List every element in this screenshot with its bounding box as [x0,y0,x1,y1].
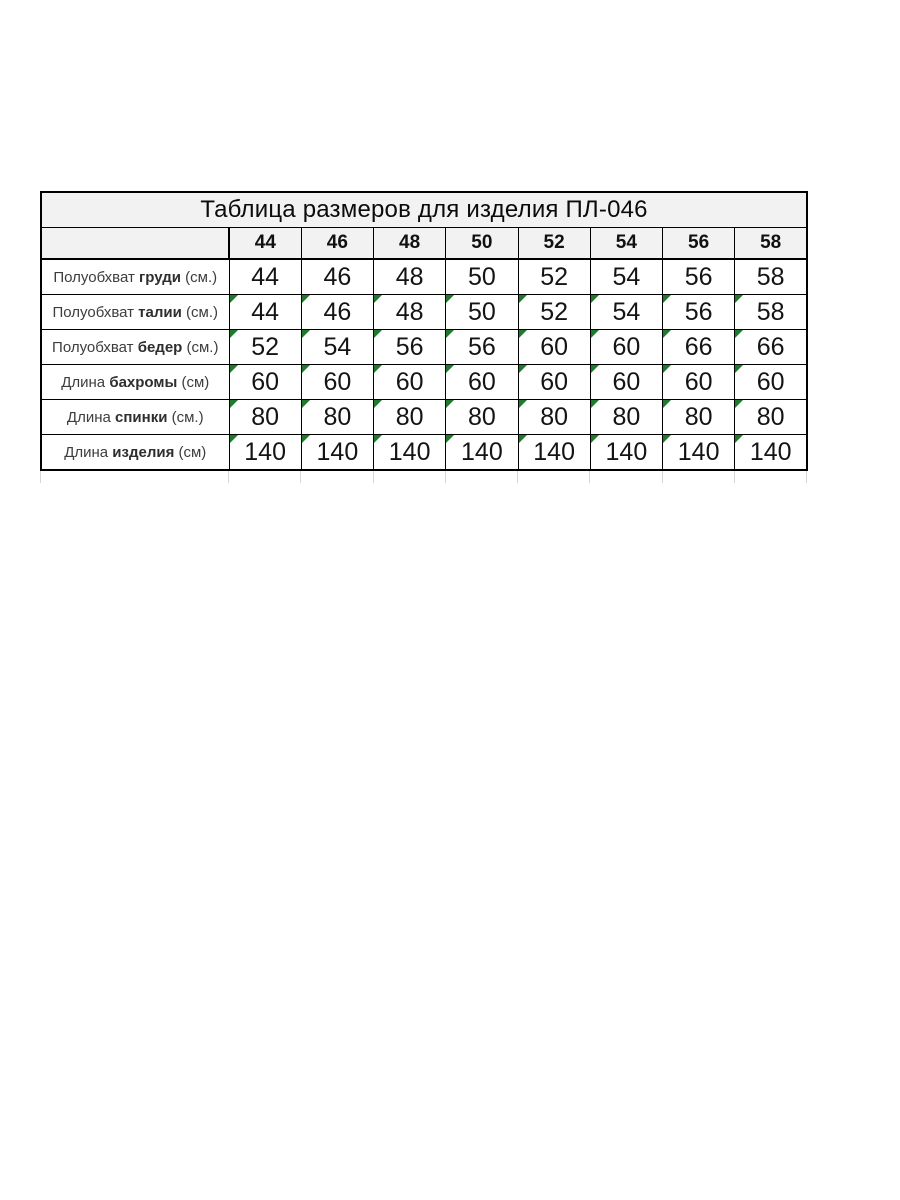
size-header-cell: 58 [735,228,807,260]
gridline-stub [445,471,446,483]
value-cell [735,295,807,330]
green-corner-marker-icon [519,435,527,443]
value-text: 60 [540,332,569,361]
value-text: 60 [251,367,280,396]
value-text: 58 [756,297,785,326]
green-corner-marker-icon [591,330,599,338]
gridline-stub [662,471,663,483]
size-header-cell: 56 [663,228,735,260]
gridline-stub [517,471,518,483]
value-text: 140 [533,437,575,466]
green-corner-marker-icon [302,330,310,338]
value-cell [374,365,446,400]
value-text: 56 [684,262,713,291]
value-text: 80 [251,402,280,431]
title-row [41,192,807,228]
value-cell [518,259,590,295]
green-corner-marker-icon [591,435,599,443]
value-text: 58 [756,262,785,291]
size-header-cell: 44 [229,228,301,260]
row-label: Длина бахромы (см) [41,365,229,400]
value-cell [735,365,807,400]
value-cell [229,400,301,435]
value-cell [663,365,735,400]
value-cell [374,295,446,330]
green-corner-marker-icon [663,435,671,443]
size-header-cell: 54 [590,228,662,260]
value-text: 66 [684,332,713,361]
value-cell [301,400,373,435]
gridline-stub [40,471,41,483]
value-text: 140 [244,437,286,466]
value-text: 54 [323,332,352,361]
value-text: 140 [677,437,720,466]
measurement-row [41,259,807,295]
green-corner-marker-icon [374,435,382,443]
value-cell [590,400,662,435]
value-text: 80 [684,402,713,431]
value-text: 56 [467,332,496,361]
value-cell [301,330,373,365]
value-text: 66 [756,332,785,361]
value-cell [374,400,446,435]
green-corner-marker-icon [446,365,454,373]
value-cell [229,330,301,365]
green-corner-marker-icon [302,365,310,373]
green-corner-marker-icon [230,295,238,303]
green-corner-marker-icon [519,400,527,408]
green-corner-marker-icon [735,295,743,303]
green-corner-marker-icon [446,330,454,338]
value-text: 54 [612,297,641,326]
green-corner-marker-icon [230,365,238,373]
value-text: 140 [388,437,431,466]
value-cell [446,295,518,330]
value-text: 60 [323,367,352,396]
size-header-cell: 52 [518,228,590,260]
gridline-stub [589,471,590,483]
value-cell [446,259,518,295]
value-cell [590,365,662,400]
value-cell [229,295,301,330]
value-cell [446,365,518,400]
value-cell [590,330,662,365]
green-corner-marker-icon [374,295,382,303]
value-cell [518,400,590,435]
value-cell [735,259,807,295]
green-corner-marker-icon [663,295,671,303]
value-text: 60 [756,367,785,396]
measurement-row [41,295,807,330]
row-label: Полуобхват бедер (см.) [41,330,229,365]
green-corner-marker-icon [663,365,671,373]
value-cell [301,365,373,400]
value-text: 56 [395,332,424,361]
measurement-row [41,400,807,435]
value-text: 60 [540,367,569,396]
value-text: 52 [540,297,569,326]
value-cell [374,259,446,295]
green-corner-marker-icon [374,400,382,408]
green-corner-marker-icon [591,365,599,373]
value-cell [374,330,446,365]
value-text: 48 [395,297,424,326]
green-corner-marker-icon [302,435,310,443]
value-cell [446,435,518,471]
value-text: 60 [395,367,424,396]
value-cell [735,435,807,471]
green-corner-marker-icon [591,295,599,303]
value-cell [301,295,373,330]
size-table-grid [40,191,808,471]
green-corner-marker-icon [230,330,238,338]
value-text: 80 [612,402,641,431]
value-text: 60 [612,367,641,396]
value-text: 80 [756,402,785,431]
value-text: 52 [251,332,280,361]
value-cell [301,259,373,295]
value-cell [518,330,590,365]
table-title: Таблица размеров для изделия ПЛ-046 [41,192,807,228]
green-corner-marker-icon [519,330,527,338]
green-corner-marker-icon [374,330,382,338]
green-corner-marker-icon [663,330,671,338]
green-corner-marker-icon [591,400,599,408]
green-corner-marker-icon [302,295,310,303]
value-text: 52 [540,262,569,291]
green-corner-marker-icon [446,435,454,443]
value-cell [590,259,662,295]
gridline-stub [806,471,807,483]
gridline-stub [300,471,301,483]
value-cell [229,365,301,400]
value-text: 60 [612,332,641,361]
value-text: 46 [323,262,352,291]
value-cell [518,435,590,471]
green-corner-marker-icon [302,400,310,408]
value-text: 56 [684,297,713,326]
value-cell [663,400,735,435]
value-cell [518,295,590,330]
value-cell [301,435,373,471]
measurement-row [41,330,807,365]
value-cell [518,365,590,400]
corner-cell [41,228,229,260]
value-text: 46 [323,297,352,326]
value-cell [590,295,662,330]
green-corner-marker-icon [663,400,671,408]
size-header-cell: 50 [446,228,518,260]
size-header-row [41,228,807,260]
value-text: 80 [323,402,352,431]
row-label: Длина изделия (см) [41,435,229,471]
green-corner-marker-icon [519,365,527,373]
value-text: 60 [467,367,496,396]
value-cell [374,435,446,471]
value-text: 140 [316,437,359,466]
value-text: 60 [684,367,713,396]
value-cell [663,259,735,295]
value-text: 140 [461,437,503,466]
value-text: 80 [467,402,496,431]
green-corner-marker-icon [735,400,743,408]
green-corner-marker-icon [446,295,454,303]
green-corner-marker-icon [230,400,238,408]
value-cell [229,259,301,295]
value-text: 44 [251,297,280,326]
green-corner-marker-icon [446,400,454,408]
gridline-stub [734,471,735,483]
gridline-stubs [40,471,808,485]
size-table [40,191,808,471]
value-text: 44 [251,262,280,291]
green-corner-marker-icon [735,365,743,373]
value-cell [229,435,301,471]
green-corner-marker-icon [374,365,382,373]
value-cell [446,330,518,365]
value-cell [446,400,518,435]
value-text: 80 [395,402,424,431]
gridline-stub [228,471,229,483]
measurement-row [41,365,807,400]
green-corner-marker-icon [230,435,238,443]
size-header-cell: 48 [374,228,446,260]
value-text: 48 [395,262,424,291]
value-cell [663,330,735,365]
value-text: 140 [749,437,792,466]
gridline-stub [373,471,374,483]
row-label: Полуобхват груди (см.) [41,259,229,295]
value-cell [590,435,662,471]
value-text: 50 [467,262,496,291]
size-header-cell: 46 [301,228,373,260]
value-text: 54 [612,262,641,291]
measurement-row [41,435,807,471]
green-corner-marker-icon [735,330,743,338]
value-text: 50 [467,297,496,326]
value-cell [735,400,807,435]
value-text: 80 [540,402,569,431]
value-cell [663,435,735,471]
green-corner-marker-icon [519,295,527,303]
value-cell [735,330,807,365]
green-corner-marker-icon [735,435,743,443]
value-text: 140 [605,437,648,466]
row-label: Длина спинки (см.) [41,400,229,435]
value-cell [663,295,735,330]
row-label: Полуобхват талии (см.) [41,295,229,330]
